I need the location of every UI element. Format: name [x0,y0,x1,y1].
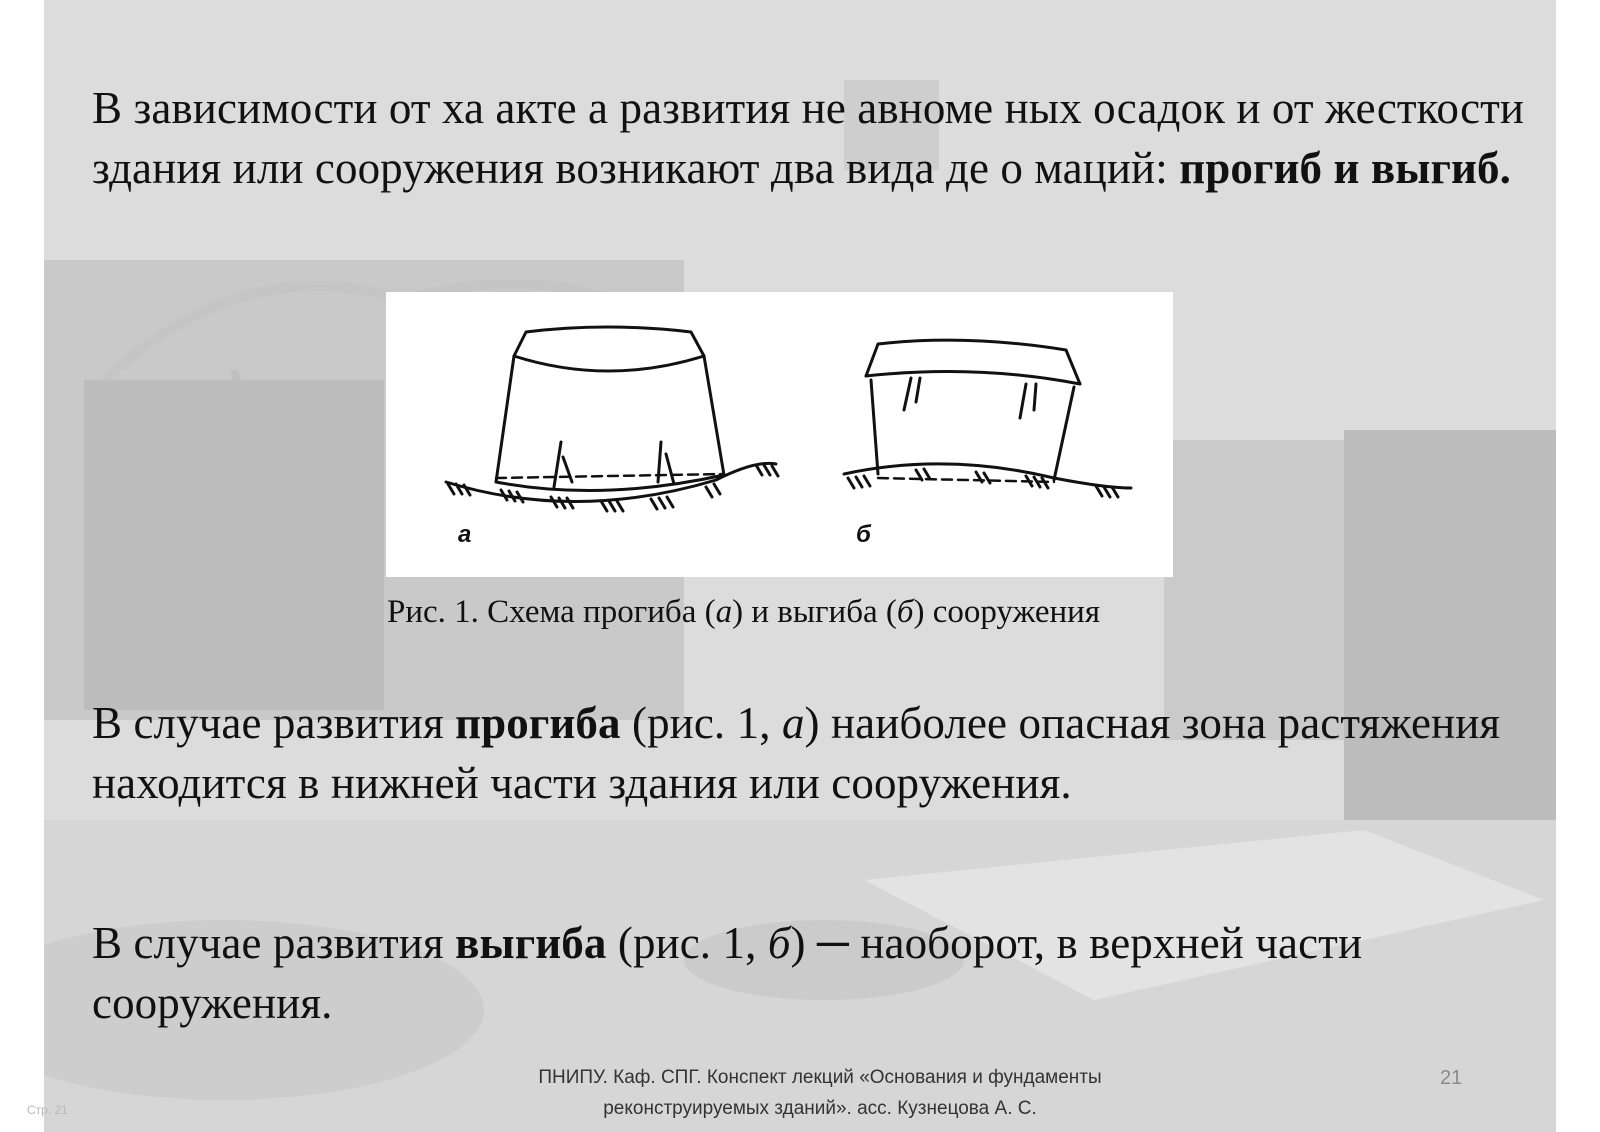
hog-prefix: В случае развития [92,918,456,968]
sag-ref-letter: а [781,698,805,748]
slide-number: 21 [1440,1067,1463,1089]
caption-suffix: ) сооружения [913,594,1101,630]
sag-ref-open: (рис. 1, [620,698,782,748]
figure-label-b: б [856,521,871,548]
hog-ref-letter: б [767,918,791,968]
page-label: Стр. 21 [27,1103,68,1117]
intro-text: В зависимости от ха акте а развития не авноме ных осадок и от жесткости здания или сооружения возникают два вида де о маций: [92,83,1525,193]
hog-rest: ) ─ наоборот, в верхней части сооружения. [92,918,1363,1028]
figure-caption [387,592,1100,632]
footer-line-1: ПНИПУ. Каф. СПГ. Конспект лекций «Основания и фундаменты [538,1067,1102,1088]
caption-middle: ) и выгиба ( [732,594,897,630]
slide-footer [470,1062,1170,1124]
caption-letter-a: а [715,594,733,630]
hog-ref-open: (рис. 1, [606,918,768,968]
figure-sag-hog-diagram [386,292,1173,577]
intro-bold-text: прогиб и выгиб. [1179,143,1511,193]
caption-letter-b: б [896,594,914,630]
sag-prefix: В случае развития [92,698,456,748]
caption-prefix: Рис. 1. Схема прогиба ( [387,594,716,630]
footer-line-2: реконструируемых зданий». асс. Кузнецова А. С. [603,1098,1037,1119]
hog-bold: выгиба [455,918,607,968]
figure-label-a: а [458,521,472,548]
sag-rest: ) наиболее опасная зона растяжения находится в нижней части здания или сооружения. [92,698,1501,808]
deformation-diagram [386,292,1173,577]
sag-bold: прогиба [455,698,621,748]
sag-paragraph [92,693,1532,813]
hog-paragraph [92,913,1552,1033]
intro-paragraph [92,78,1552,198]
